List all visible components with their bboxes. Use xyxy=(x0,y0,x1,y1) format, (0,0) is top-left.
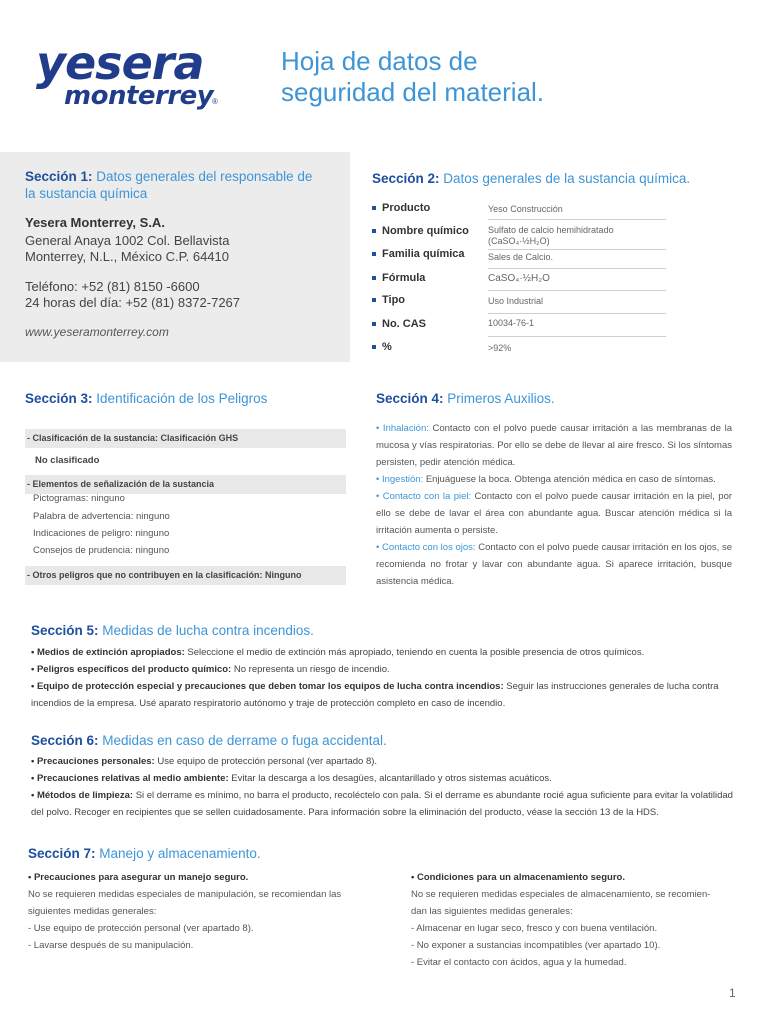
hazard-item: Pictogramas: ninguno xyxy=(33,493,125,504)
section-7-number: Sección 7: xyxy=(28,846,96,861)
section-1-title xyxy=(25,168,335,202)
storage-line: - No exponer a sustancias incompatibles (ver apartado 10). xyxy=(411,940,661,951)
row-divider xyxy=(488,336,666,337)
property-label: Familia química xyxy=(372,248,465,260)
inhalation-keyword: • Inhalación: xyxy=(376,423,429,434)
address-line-1: General Anaya 1002 Col. Bellavista xyxy=(25,233,230,248)
company-name: Yesera Monterrey, S.A. xyxy=(25,215,165,230)
spill-item: • Precauciones relativas al medio ambiente: Evitar la descarga a los desagües, alcantarillado y otros sistemas acuáticos. xyxy=(31,773,552,784)
handling-column xyxy=(28,869,368,954)
section-2-number: Sección 2: xyxy=(372,171,440,186)
section-3-name: Identificación de los Peligros xyxy=(96,391,268,406)
property-row xyxy=(372,225,666,247)
fire-item: • Medios de extinción apropiados: Seleccione el medio de extinción más apropiado, teniendo en cuenta la posible presencia de otros químicos. xyxy=(31,647,645,658)
property-value: Uso Industrial xyxy=(488,296,544,306)
labelling-elements-band: - Elementos de señalización de la sustancia xyxy=(25,475,346,494)
handling-line: - Lavarse después de su manipulación. xyxy=(28,940,194,951)
hazard-item: Palabra de advertencia: ninguno xyxy=(33,511,170,522)
storage-line: - Almacenar en lugar seco, fresco y con buena ventilación. xyxy=(411,923,658,934)
section-4-name: Primeros Auxilios. xyxy=(447,391,555,406)
section-5-body xyxy=(31,644,736,712)
row-divider xyxy=(488,268,666,269)
storage-line: - Evitar el contacto con ácidos, agua y la humedad. xyxy=(411,957,627,968)
phone-line-2: 24 horas del día: +52 (81) 8372-7267 xyxy=(25,295,241,310)
section-1-name-1: Datos generales del responsable de xyxy=(96,169,313,184)
ingestion-text: Enjuáguese la boca. Obtenga atención médica en caso de síntomas. xyxy=(425,474,716,485)
logo-yesera: yesera xyxy=(36,36,204,90)
phone-line-1: Teléfono: +52 (81) 8150 -6600 xyxy=(25,279,200,294)
fire-item: • Peligros específicos del producto químico: No representa un riesgo de incendio. xyxy=(31,664,390,675)
section-2-title xyxy=(372,170,752,187)
handling-heading: • Precauciones para asegurar un manejo seguro. xyxy=(28,872,249,883)
section-4-number: Sección 4: xyxy=(376,391,444,406)
website-link[interactable]: www.yeseramonterrey.com xyxy=(25,325,169,339)
hazard-item: Indicaciones de peligro: ninguno xyxy=(33,528,170,539)
inhalation-text: Contacto con el polvo puede causar irritación a las membranas de la mucosa y vías respiratorias. Por ello se debe de llevar al aire fresco. Si los síntomas persisten, pedir atención médica. xyxy=(376,423,732,468)
spill-item: • Precauciones personales: Use equipo de protección personal (ver apartado 8). xyxy=(31,756,378,767)
property-value: Yeso Construcción xyxy=(488,204,563,214)
handling-line: - Use equipo de protección personal (ver apartado 8). xyxy=(28,923,254,934)
eye-contact-text: Contacto con el polvo puede causar irritación en los ojos, se recomienda no frotar y lavar con abundante agua. Si aparece irritación, busque asistencia médica. xyxy=(376,542,733,587)
property-label: Tipo xyxy=(372,294,405,306)
handling-line: No se requieren medidas especiales de manipulación, se recomiendan las xyxy=(28,889,342,900)
hazard-classification-band: - Clasificación de la sustancia: Clasificación GHS xyxy=(25,429,346,448)
property-value: CaSO₄·½H₂O xyxy=(488,273,550,284)
spill-item: • Métodos de limpieza: Si el derrame es mínimo, no barra el producto, recoléctelo con pala. Si el derrame es abundante rocié agua suficiente para evitar la volatilidad del polvo. Recoger en recipientes que se sellen cuidadosamente. Para información sobre la eliminación del producto, véase la sección 13 de la HDS. xyxy=(31,790,733,818)
skin-contact-text: Contacto con el polvo puede causar irritación en la piel, por ello se debe de lavar el área con abundante agua. Buscar atención médica si la irritación aumenta o persiste. xyxy=(376,491,733,536)
property-value: Sales de Calcio. xyxy=(488,252,554,262)
section-5-number: Sección 5: xyxy=(31,623,99,638)
title-line-1: Hoja de datos de xyxy=(281,46,478,76)
property-value: >92% xyxy=(488,343,512,353)
first-aid-text xyxy=(376,420,732,590)
page-number: 1 xyxy=(729,986,736,1000)
section-3-title xyxy=(25,390,345,407)
property-row xyxy=(372,248,666,270)
section-2-name: Datos generales de la sustancia química. xyxy=(443,171,691,186)
section-7-title xyxy=(28,845,728,862)
handling-line: siguientes medidas generales: xyxy=(28,906,157,917)
section-5-title xyxy=(31,622,731,639)
title-line-2: seguridad del material. xyxy=(281,77,545,107)
storage-heading: • Condiciones para un almacenamiento seguro. xyxy=(411,872,625,883)
property-value: 10034-76-1 xyxy=(488,318,535,328)
storage-line: No se requieren medidas especiales de almacenamiento, se recomien- xyxy=(411,889,711,900)
storage-line: dan las siguientes medidas generales: xyxy=(411,906,573,917)
skin-contact-keyword: • Contacto con la piel: xyxy=(376,491,472,502)
property-row xyxy=(372,202,666,224)
property-label: Nombre químico xyxy=(372,225,469,237)
property-value: Sulfato de calcio hemihidratado (CaSO₄·½H₂O) xyxy=(488,225,614,246)
not-classified-text: No clasificado xyxy=(35,455,100,466)
property-label: Fórmula xyxy=(372,272,425,284)
registered-mark: ® xyxy=(212,97,218,106)
hazard-item: Consejos de prudencia: ninguno xyxy=(33,545,170,556)
section-6-body xyxy=(31,753,736,821)
property-row xyxy=(372,341,666,363)
document-title xyxy=(281,46,721,108)
section-6-title xyxy=(31,732,731,749)
row-divider xyxy=(488,313,666,314)
logo-monterrey: monterrey xyxy=(64,81,214,111)
property-label: No. CAS xyxy=(372,318,426,330)
row-divider xyxy=(488,219,666,220)
property-label: Producto xyxy=(372,202,430,214)
ingestion-keyword: • Ingestión: xyxy=(376,474,424,485)
section-7-name: Manejo y almacenamiento. xyxy=(99,846,261,861)
other-hazards-band: - Otros peligros que no contribuyen en la clasificación: Ninguno xyxy=(25,566,346,585)
section-3-number: Sección 3: xyxy=(25,391,93,406)
section-1-number: Sección 1: xyxy=(25,169,93,184)
section-5-name: Medidas de lucha contra incendios. xyxy=(102,623,314,638)
fire-item: • Equipo de protección especial y precauciones que deben tomar los equipos de lucha contra incendios: Seguir las instrucciones generales de lucha contra incendios de la empresa. Usé aparato respiratorio autónomo y traje de protección completo en caso de incendio. xyxy=(31,681,719,709)
section-4-title xyxy=(376,390,736,407)
eye-contact-keyword: • Contacto con los ojos: xyxy=(376,542,476,553)
row-divider xyxy=(488,290,666,291)
section-1-name-2: la sustancia química xyxy=(25,186,148,201)
property-label: % xyxy=(372,341,392,353)
address-line-2: Monterrey, N.L., México C.P. 64410 xyxy=(25,249,230,264)
section-6-number: Sección 6: xyxy=(31,733,99,748)
storage-column xyxy=(411,869,741,971)
section-6-name: Medidas en caso de derrame o fuga accidental. xyxy=(102,733,387,748)
